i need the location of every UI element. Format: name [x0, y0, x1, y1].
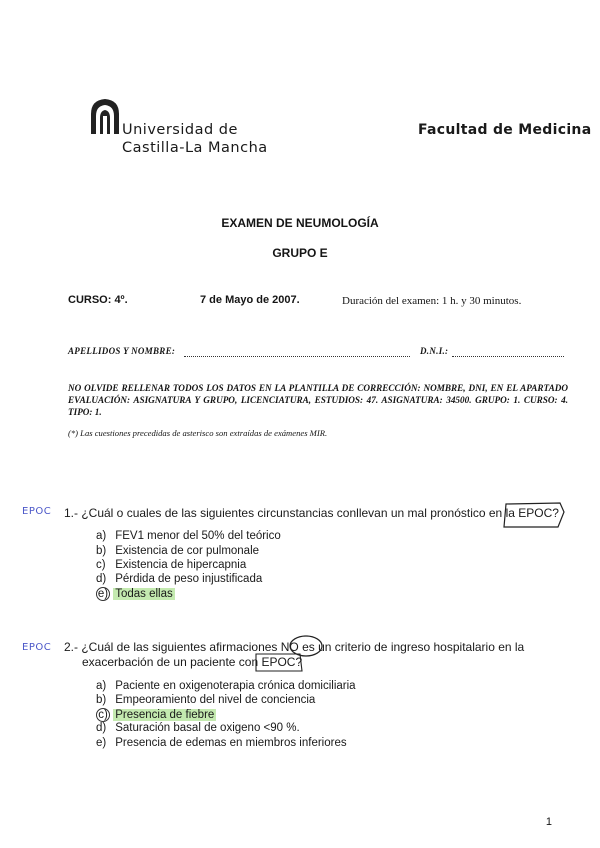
- question-1-option-e[interactable]: e) Todas ellas: [97, 588, 173, 600]
- question-2-stem-line1: 2.- ¿Cuál de las siguientes afirmaciones NO es un criterio de ingreso hospitalario en la: [64, 640, 525, 654]
- faculty-name: Facultad de Medicina: [418, 122, 592, 138]
- name-label: APELLIDOS Y NOMBRE:: [68, 346, 176, 356]
- question-2-option-c[interactable]: c) Presencia de fiebre: [96, 708, 216, 722]
- question-2-option-e[interactable]: e) Presencia de edemas en miembros inferiores: [96, 737, 347, 749]
- dni-field[interactable]: [452, 356, 564, 357]
- question-1-option-d[interactable]: d) Pérdida de peso injustificada: [96, 573, 263, 585]
- university-logo-icon: [88, 96, 122, 136]
- question-2-option-d[interactable]: d) Saturación basal de oxigeno <90 %.: [96, 722, 300, 734]
- exam-title: EXAMEN DE NEUMOLOGÍA: [221, 216, 379, 230]
- annotation-box-epoc-q2: [254, 652, 304, 674]
- mir-footnote: (*) Las cuestiones precedidas de asterisco son extraídas de exámenes MIR.: [68, 428, 328, 438]
- question-1-option-a[interactable]: a) FEV1 menor del 50% del teórico: [96, 530, 281, 542]
- page-number: 1: [545, 816, 552, 828]
- question-2-stem-line2: exacerbación de un paciente con EPOC?: [82, 655, 303, 669]
- question-2-option-b[interactable]: b) Empeoramiento del nivel de conciencia: [96, 694, 316, 706]
- exam-date: 7 de Mayo de 2007.: [200, 294, 300, 306]
- annotation-box-epoc-q1: [500, 500, 566, 530]
- question-1-option-c[interactable]: c) Existencia de hipercapnia: [96, 559, 247, 571]
- course-label: CURSO: 4º.: [68, 294, 128, 306]
- question-2-option-a[interactable]: a) Paciente en oxigenoterapia crónica domiciliaria: [96, 680, 356, 692]
- exam-group: GRUPO E: [272, 246, 328, 260]
- question-1-option-b[interactable]: b) Existencia de cor pulmonale: [96, 545, 260, 557]
- margin-note-q1: EPOC: [22, 506, 52, 517]
- dni-label: D.N.I.:: [420, 346, 449, 356]
- question-1-stem: 1.- ¿Cuál o cuales de las siguientes circunstancias conllevan un mal pronóstico en la EPOC?: [64, 506, 559, 520]
- margin-note-q2: EPOC: [22, 642, 52, 653]
- name-field[interactable]: [184, 356, 410, 357]
- exam-duration: Duración del examen: 1 h. y 30 minutos.: [342, 295, 522, 307]
- instructions-notice: NO OLVIDE RELLENAR TODOS LOS DATOS EN LA PLANTILLA DE CORRECCIÓN: NOMBRE, DNI, EN EL APARTADO EVALUACIÓN: ASIGNATURA Y GRUPO, LICENCIATURA, ESTUDIOS: 47. ASIGNATURA: 34500. GRUPO: 1. CURSO: 4. TIPO: 1.: [68, 383, 568, 417]
- university-name-line1: Universidad de: [122, 122, 238, 138]
- university-name-line2: Castilla-La Mancha: [122, 140, 268, 156]
